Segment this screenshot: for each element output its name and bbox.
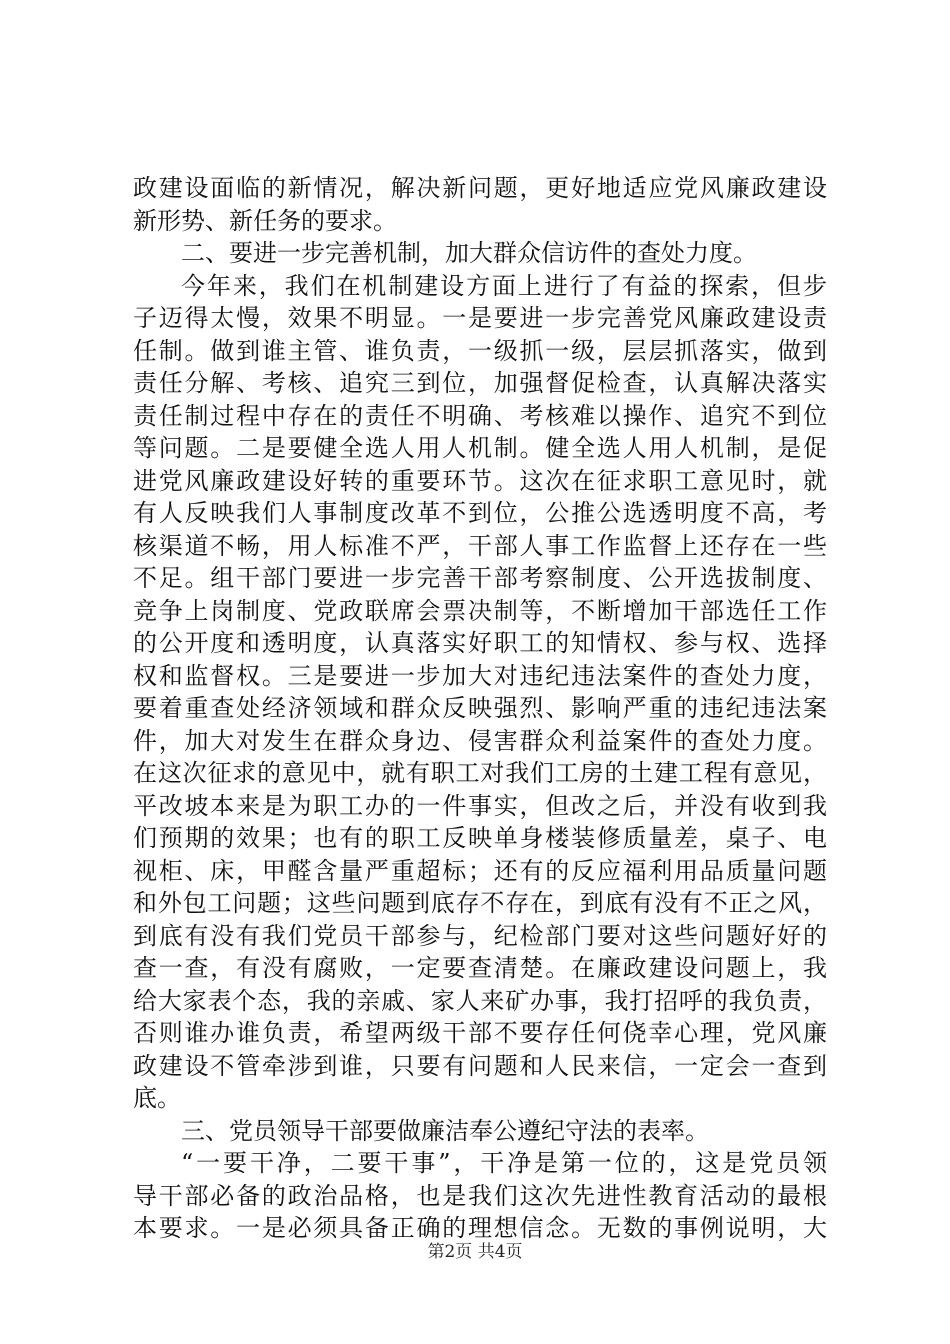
- section-heading: 三、党员领导干部要做廉洁奉公遵纪守法的表率。: [181, 1116, 709, 1145]
- text-line: 底。: [133, 1084, 181, 1112]
- text-line: 在这次征求的意见中，就有职工对我们工房的土建工程有意见，: [133, 759, 827, 787]
- text-line: 等问题。二是要健全选人用人机制。健全选人用人机制，是促: [133, 434, 827, 462]
- text-line: 否则谁办谁负责，希望两级干部不要存任何侥幸心理，党风廉: [133, 1019, 827, 1047]
- text-line: “一要干净，二要干事”，干净是第一位的，这是党员领: [181, 1149, 827, 1177]
- text-line: 的公开度和透明度，认真落实好职工的知情权、参与权、选择: [133, 629, 827, 657]
- text-line: 导干部必备的政治品格，也是我们这次先进性教育活动的最根: [133, 1181, 827, 1210]
- text-line: 不足。组干部门要进一步完善干部考察制度、公开选拔制度、: [133, 564, 827, 592]
- text-line: 新形势、新任务的要求。: [133, 206, 397, 235]
- text-line: 责任分解、考核、追究三到位，加强督促检查，认真解决落实: [133, 369, 827, 397]
- text-line: 们预期的效果；也有的职工反映单身楼装修质量差，桌子、电: [133, 824, 827, 852]
- text-line: 到底有没有我们党员干部参与，纪检部门要对这些问题好好的: [133, 921, 827, 950]
- page-footer: 第2页 共4页: [427, 1242, 523, 1262]
- text-line: 和外包工问题；这些问题到底存不存在，到底有没有不正之风，: [133, 889, 827, 917]
- text-line: 任制。做到谁主管、谁负责，一级抓一级，层层抓落实，做到: [133, 336, 827, 365]
- text-line: 核渠道不畅，用人标准不严，干部人事工作监督上还存在一些: [133, 531, 827, 560]
- text-line: 子迈得太慢，效果不明显。一是要进一步完善党风廉政建设责: [133, 304, 827, 332]
- text-line: 平改坡本来是为职工办的一件事实，但改之后，并没有收到我: [133, 791, 827, 820]
- text-line: 要着重查处经济领域和群众反映强烈、影响严重的违纪违法案: [133, 694, 827, 722]
- text-line: 给大家表个态，我的亲戚、家人来矿办事，我打招呼的我负责，: [133, 986, 827, 1015]
- text-line: 本要求。一是必须具备正确的理想信念。无数的事例说明，大: [133, 1214, 827, 1242]
- section-heading: 二、要进一步完善机制，加大群众信访件的查处力度。: [181, 239, 757, 267]
- text-line: 视柜、床，甲醛含量严重超标；还有的反应福利用品质量问题: [133, 856, 827, 885]
- text-line: 有人反映我们人事制度改革不到位，公推公选透明度不高，考: [133, 499, 827, 527]
- text-line: 竞争上岗制度、党政联席会票决制等，不断增加干部选任工作: [133, 596, 827, 625]
- text-line: 进党风廉政建设好转的重要环节。这次在征求职工意见时，就: [133, 466, 827, 495]
- text-line: 今年来，我们在机制建设方面上进行了有益的探索，但步: [181, 271, 827, 300]
- body-text: [133, 172, 827, 1245]
- text-line: 权和监督权。三是要进一步加大对违纪违法案件的查处力度，: [133, 661, 827, 690]
- text-line: 政建设面临的新情况，解决新问题，更好地适应党风廉政建设: [133, 174, 827, 202]
- text-line: 查一查，有没有腐败，一定要查清楚。在廉政建设问题上，我: [133, 954, 827, 982]
- text-line: 政建设不管牵涉到谁，只要有问题和人民来信，一定会一查到: [133, 1051, 827, 1080]
- text-line: 件，加大对发生在群众身边、侵害群众利益案件的查处力度。: [133, 726, 827, 755]
- text-line: 责任制过程中存在的责任不明确、考核难以操作、追究不到位: [133, 401, 827, 430]
